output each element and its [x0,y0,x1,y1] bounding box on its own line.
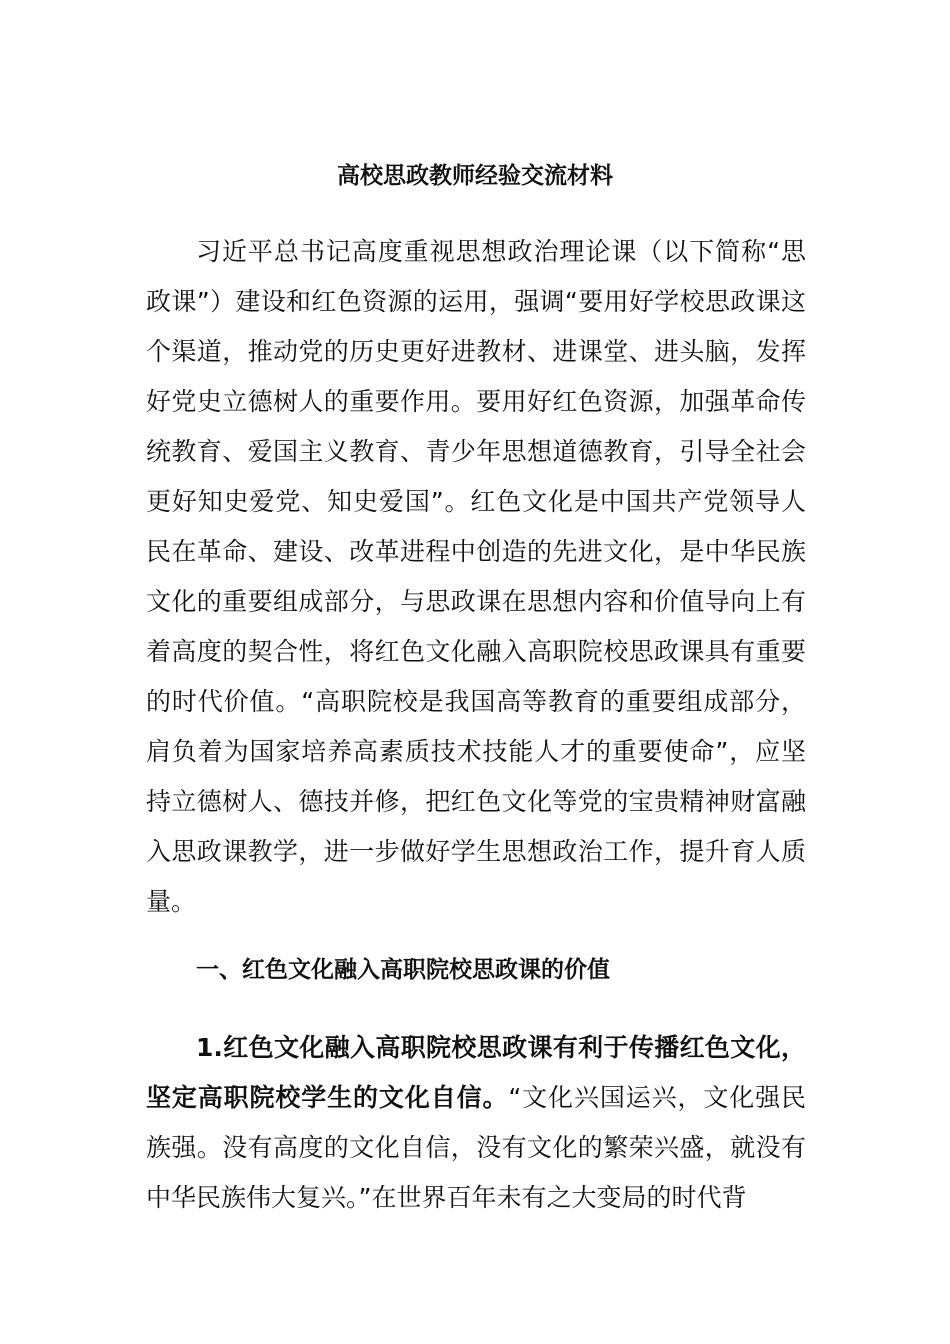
subsection-1-text: “文化兴国运兴，文化强民族强。没有高度的文化自信，没有文化的繁荣兴盛，就没有中华民族伟大复兴。”在世界百年未有之大变局的时代背 [146,1083,806,1212]
subsection-1-lead: 1.红色文化融入高职院校思政课有利于传播红色文化，坚定高职院校学生的文化自信。 [146,1033,806,1112]
intro-paragraph: 习近平总书记高度重视思想政治理论课（以下简称“思政课”）建设和红色资源的运用，强调“要用好学校思政课这个渠道，推动党的历史更好进教材、进课堂、进头脑，发挥好党史立德树人的重要作用。要用好红色资源，加强革命传统教育、爱国主义教育、青少年思想道德教育，引导全社会更好知史爱党、知史爱国”。红色文化是中国共产党领导人民在革命、建设、改革进程中创造的先进文化，是中华民族文化的重要组成部分，与思政课在思想内容和价值导向上有着高度的契合性，将红色文化融入高职院校思政课具有重要的时代价值。“高职院校是我国高等教育的重要组成部分，肩负着为国家培养高素质技术技能人才的重要使命”，应坚持立德树人、德技并修，把红色文化等党的宝贵精神财富融入思政课教学，进一步做好学生思想政治工作，提升育人质量。 [146,237,806,916]
section-heading-1: 一、红色文化融入高职院校思政课的价值 [196,957,610,983]
document-title: 高校思政教师经验交流材料 [337,163,613,189]
section-1-paragraph [146,1023,806,1223]
